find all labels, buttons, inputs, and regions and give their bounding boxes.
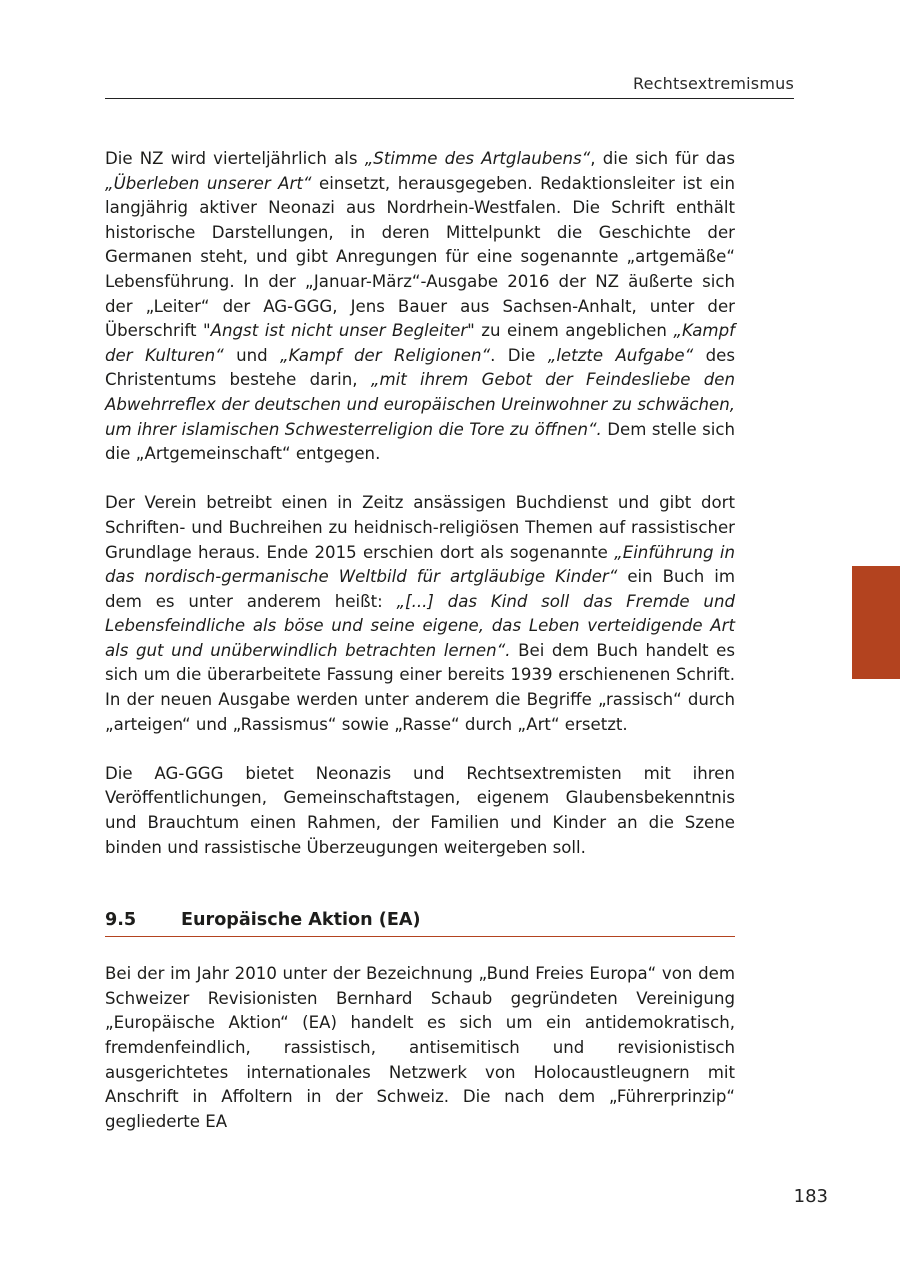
- section-heading: [105, 908, 735, 937]
- section-paragraph: Bei der im Jahr 2010 unter der Bezeichnung „Bund Freies Europa“ von dem Schweizer Revisionisten Bernhard Schaub gegründeten Vereinigung „Europäische Aktion“ (EA) handelt es sich um ein antidemokratisch, fremdenfeindlich, rassistisch, antisemitisch und revisionistisch ausgerichtetes internationales Netzwerk von Holocaustleugnern mit Anschrift in Affoltern in der Schweiz. Die nach dem „Führerprinzip“ gegliederte EA: [105, 964, 735, 1131]
- page-number: 183: [793, 1186, 828, 1207]
- page-body: [105, 147, 735, 1159]
- chapter-side-tab: [852, 566, 900, 679]
- section-title: Europäische Aktion (EA): [181, 910, 421, 931]
- section-number: 9.5: [105, 910, 137, 931]
- paragraph-1: Die NZ wird vierteljährlich als „Stimme des Artglaubens“, die sich für das „Überleben unserer Art“ einsetzt, herausgegeben. Redaktionsleiter ist ein langjährig aktiver Neonazi aus Nordrhein-Westfalen. Die Schrift enthält historische Darstellungen, in deren Mittelpunkt die Geschichte der Germanen steht, und gibt Anregungen für eine sogenannte „artgemäße“ Lebensführung. In der „Januar-März“-Ausgabe 2016 der NZ äußerte sich der „Leiter“ der AG-GGG, Jens Bauer aus Sachsen-Anhalt, unter der Überschrift "Angst ist nicht unser Begleiter" zu einem angeblichen „Kampf der Kulturen“ und „Kampf der Religionen“. Die „letzte Aufgabe“ des Christentums bestehe darin, „mit ihrem Gebot der Feindesliebe den Abwehrreflex der deutschen und europäischen Ureinwohner zu schwächen, um ihrer islamischen Schwesterreligion die Tore zu öffnen“. Dem stelle sich die „Artgemeinschaft“ entgegen.: [105, 149, 736, 464]
- paragraph-3: Die AG-GGG bietet Neonazis und Rechtsextremisten mit ihren Veröffentlichungen, Gemeinschaftstagen, eigenem Glaubensbekenntnis und Brauchtum einen Rahmen, der Familien und Kinder an die Szene binden und rassistische Überzeugungen weitergeben soll.: [105, 763, 735, 857]
- header-rule: [105, 98, 794, 99]
- paragraph-2: Der Verein betreibt einen in Zeitz ansässigen Buchdienst und gibt dort Schriften- und Buchreihen zu heidnisch-religiösen Themen auf rassistischer Grundlage heraus. Ende 2015 erschien dort als sogenannte „Einführung in das nordisch-germanische Weltbild für artgläubige Kinder“ ein Buch im dem es unter anderem heißt: „[...] das Kind soll das Fremde und Lebensfeindliche als böse und seine eigene, das Leben verteidigende Art als gut und unüberwindlich betrachten lernen“. Bei dem Buch handelt es sich um die überarbeitete Fassung einer bereits 1939 erschienenen Schrift. In der neuen Ausgabe werden unter anderem die Begriffe „rassisch“ durch „arteigen“ und „Rassismus“ sowie „Rasse“ durch „Art“ ersetzt.: [105, 493, 735, 734]
- running-header: Rechtsextremismus: [633, 74, 794, 93]
